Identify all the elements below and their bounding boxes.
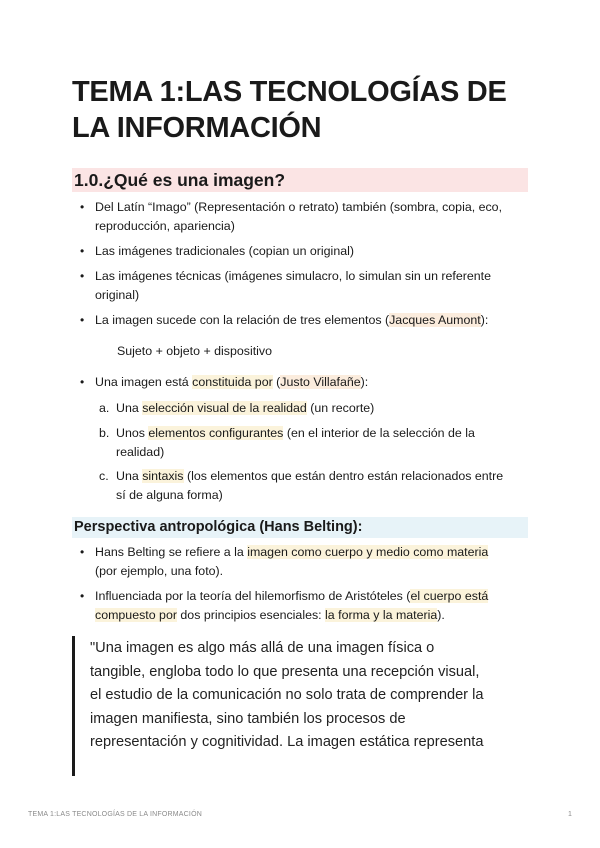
quote-line: tangible, engloba todo lo que presenta una recepción visual, <box>90 663 480 680</box>
list-item: • Influenciada por la teoría del hilemorfismo de Aristóteles (el cuerpo está compuesto por dos principios esenciales: la forma y la materia). <box>80 589 489 622</box>
bullet-marker: • <box>80 244 85 258</box>
bullet-marker: • <box>80 313 85 327</box>
sub-list-item: b. Unos elementos configurantes (en el interior de la selección de la realidad) <box>99 426 475 459</box>
formula-line: Sujeto + objeto + dispositivo <box>117 344 272 358</box>
highlight: Justo Villafañe <box>280 375 361 389</box>
list-marker: a. <box>99 401 110 415</box>
highlight: elementos configurantes <box>148 426 284 440</box>
highlight: compuesto por <box>95 608 177 622</box>
page-number: 1 <box>568 811 572 818</box>
list-item: • Del Latín “Imago” (Representación o retrato) también (sombra, copia, eco, reproducción, apariencia) <box>80 200 503 233</box>
bullet-marker: • <box>80 200 85 214</box>
list-item: • Hans Belting se refiere a la imagen como cuerpo y medio como materia (por ejemplo, una foto). <box>80 545 489 578</box>
list-item: • Las imágenes tradicionales (copian un original) <box>95 242 527 261</box>
quote-line: representación y cognitividad. La imagen estática representa <box>90 734 484 750</box>
footer-title: TEMA 1:LAS TECNOLOGÍAS DE LA INFORMACIÓN <box>28 811 202 818</box>
highlight: selección visual de la realidad <box>142 401 307 415</box>
highlight: sintaxis <box>142 469 184 483</box>
list-marker: c. <box>99 469 109 483</box>
highlight: el cuerpo está <box>410 589 489 603</box>
list-marker: b. <box>99 426 110 440</box>
quote-line: el estudio de la comunicación no solo trata de comprender la <box>90 687 484 703</box>
bullet-marker: • <box>80 545 85 559</box>
block-quote <box>90 637 530 755</box>
list-item: • La imagen sucede con la relación de tres elementos (Jacques Aumont): <box>95 311 527 330</box>
sub-list-item: a. Una selección visual de la realidad (un recorte) <box>116 399 526 418</box>
quote-bar <box>72 636 75 776</box>
list-item: • Las imágenes técnicas (imágenes simulacro, lo simulan sin un referente original) <box>80 269 492 302</box>
page-title <box>72 74 542 146</box>
quote-line: imagen manifiesta, sino también los procesos de <box>90 710 406 727</box>
highlight: constituida por <box>192 375 273 389</box>
bullet-marker: • <box>80 589 85 603</box>
title-line-1: TEMA 1:LAS TECNOLOGÍAS DE <box>72 76 507 108</box>
subsection-heading: Perspectiva antropológica (Hans Belting): <box>72 517 528 538</box>
highlight: imagen como cuerpo y medio como materia <box>247 545 489 559</box>
highlight: la forma y la materia <box>325 608 438 622</box>
list-item: • Una imagen está constituida por (Justo Villafañe): <box>95 373 527 392</box>
sub-list-item: c. Una sintaxis (los elementos que están dentro están relacionados entre sí de alguna forma) <box>99 469 504 502</box>
section-heading: 1.0.¿Qué es una imagen? <box>72 168 528 192</box>
bullet-marker: • <box>80 269 85 283</box>
quote-line: "Una imagen es algo más allá de una imagen física o <box>90 640 435 656</box>
highlight: Jacques Aumont <box>389 313 481 327</box>
title-line-2: LA INFORMACIÓN <box>72 112 322 144</box>
bullet-marker: • <box>80 375 85 389</box>
